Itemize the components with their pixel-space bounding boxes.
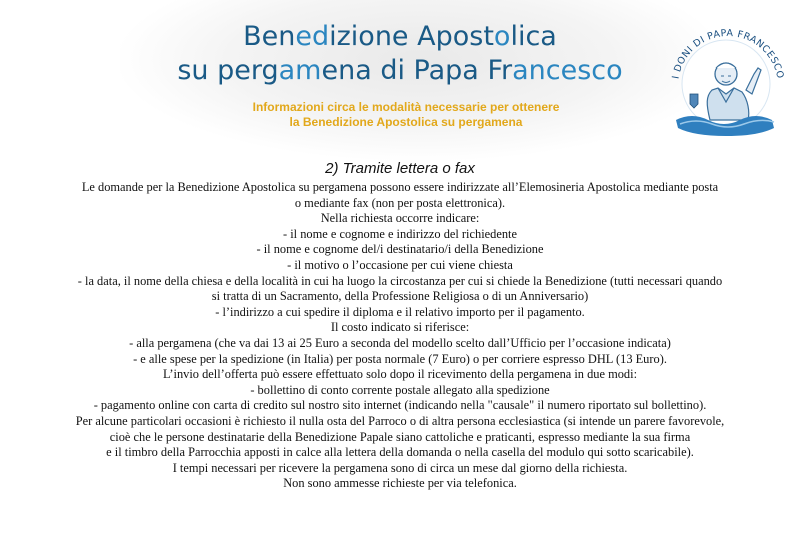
body-line: - il motivo o l’occasione per cui viene chiesta	[287, 257, 513, 272]
pope-francis-portrait-icon	[662, 16, 790, 141]
body-line: I tempi necessari per ricevere la pergamena sono di circa un mese dal giorno della richiesta.	[172, 460, 628, 475]
body-text	[10, 180, 790, 492]
doni-di-papa-francesco-logo	[662, 16, 790, 141]
body-line: e il timbro della Parrocchia apposti in calce alla lettera della domanda o nella casella del modulo qui sotto scaricabile).	[106, 445, 694, 460]
body-line: - il nome e cognome e indirizzo del richiedente	[283, 226, 517, 241]
body-line: - bollettino di conto corrente postale allegato alla spedizione	[250, 382, 550, 397]
body-line: - pagamento online con carta di credito sul nostro sito internet (indicando nella "causale" il numero riportato sul bollettino).	[93, 398, 707, 413]
body-line: - la data, il nome della chiesa e della località in cui ha luogo la circostanza per cui si chiede la Benedizione (tutti necessari quando	[77, 273, 723, 288]
body-line: Per alcune particolari occasioni è richiesto il nulla osta del Parroco o di altra persona ecclesiastica (si intende un parere favorevole,	[75, 413, 725, 428]
body-line: - e alle spese per la spedizione (in Italia) per posta normale (7 Euro) o per corriere espresso DHL (13 Euro).	[133, 351, 667, 366]
page-title-line-1: Benedizione Apostolica	[243, 21, 557, 52]
body-line: - il nome e cognome del/i destinatario/i della Benedizione	[256, 242, 544, 257]
body-line: - l’indirizzo a cui spedire il diploma e il relativo importo per il pagamento.	[215, 304, 585, 319]
body-line: si tratta di un Sacramento, della Professione Religiosa o di un Anniversario)	[211, 289, 589, 304]
body-line: - alla pergamena (che va dai 13 ai 25 Euro a seconda del modello scelto dall’Ufficio per l’occasione indicata)	[129, 335, 671, 350]
body-line: Le domande per la Benedizione Apostolica su pergamena possono essere indirizzate all’Elemosineria Apostolica mediante posta	[81, 180, 719, 194]
body-line: cioè che le persone destinatarie della Benedizione Papale siano cattoliche e praticanti, espresso mediante la sua firma	[109, 429, 691, 444]
logo-text: I DONI DI PAPA FRANCESCO	[670, 27, 786, 80]
body-line: o mediante fax (non per posta elettronica).	[294, 195, 506, 210]
subtitle-line: la Benedizione Apostolica su pergamena	[289, 115, 523, 129]
body-line: Nella richiesta occorre indicare:	[320, 211, 480, 226]
body-line: Non sono ammesse richieste per via telefonica.	[283, 476, 517, 491]
subtitle-line: Informazioni circa le modalità necessarie per ottenere	[252, 100, 560, 114]
section-title: 2) Tramite lettera o fax	[325, 160, 475, 177]
body-line: L’invio dell’offerta può essere effettuato solo dopo il ricevimento della pergamena in due modi:	[162, 367, 638, 382]
page-title-line-2: su pergamena di Papa Francesco	[177, 55, 623, 86]
body-line: Il costo indicato si riferisce:	[330, 320, 470, 335]
